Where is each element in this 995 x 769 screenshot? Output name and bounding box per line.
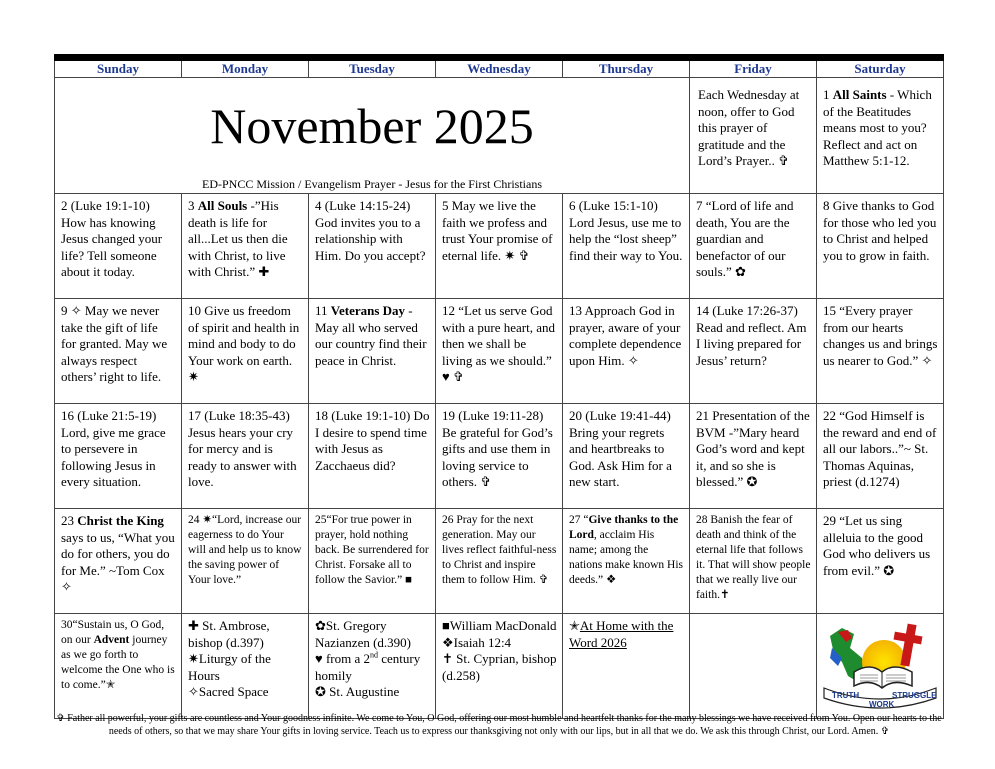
legend-item: ■William MacDonald xyxy=(442,618,557,633)
day-cell-26: 26 Pray for the next generation. May our lives reflect faithful-ness to Christ and inspire them to follow Him. ✞ xyxy=(436,509,563,614)
day-cell-8: 8 Give thanks to God for those who led you to Christ and helped you to grow in faith. xyxy=(817,194,944,299)
day-cell-21: 21 Presentation of the BVM -”Mary heard God’s word and kept it, and so she is blessed.” ✪ xyxy=(690,404,817,509)
day-cell-20: 20 (Luke 19:41-44) Bring your regrets and heartbreaks to God. Ask Him for a new start. xyxy=(563,404,690,509)
weekday-monday: Monday xyxy=(182,58,309,78)
day-cell-18: 18 (Luke 19:1-10) Do I desire to spend time with Jesus as Zacchaeus did? xyxy=(309,404,436,509)
calendar-grid xyxy=(54,54,944,719)
legend-item: ✧Sacred Space xyxy=(188,684,269,699)
week-row-4 xyxy=(55,404,944,509)
weekday-wednesday: Wednesday xyxy=(436,58,563,78)
feast-name: Give thanks to the Lord xyxy=(569,514,679,541)
week-row-6 xyxy=(55,614,944,719)
day-cell-9: 9 ✧ May we never take the gift of life for granted. May we always respect others’ right to life. xyxy=(55,299,182,404)
day-cell-6: 6 (Luke 15:1-10) Lord Jesus, use me to help the “lost sheep” find their way to You. xyxy=(563,194,690,299)
logo-cell xyxy=(817,614,944,719)
legend-item: ✿St. Gregory Nazianzen (d.390) xyxy=(315,618,412,650)
day-cell-25: 25“For true power in prayer, hold nothing back. Be surrendered for Christ. Forsake all to follow the Savior.” ■ xyxy=(309,509,436,614)
day-text: says to us, “What you do for others, you do for Me.” ~Tom Cox ✧ xyxy=(61,529,175,594)
legend-item: ✷Liturgy of the Hours xyxy=(188,651,271,683)
day-text: , acclaim His name; among the nations make known His deeds.” ❖ xyxy=(569,529,684,586)
day-cell-23 xyxy=(55,509,182,614)
pncc-logo xyxy=(820,618,940,710)
day-cell-2: 2 (Luke 19:1-10) How has knowing Jesus changed your life? Tell someone about it today. xyxy=(55,194,182,299)
legend-wednesday xyxy=(436,614,563,719)
day-cell-12: 12 “Let us serve God with a pure heart, and then we shall be living as we should.” ♥ ✞ xyxy=(436,299,563,404)
legend-text: ♥ from a 2 xyxy=(315,651,371,666)
day-cell-28: 28 Banish the fear of death and think of the eternal life that follows it. That will show people that we really live our faith.✝ xyxy=(690,509,817,614)
weekday-header-row xyxy=(55,58,944,78)
ordinal-suffix: nd xyxy=(370,650,379,660)
star-icon: ✭ xyxy=(569,618,580,633)
legend-item: ✚ St. Ambrose, bishop (d.397) xyxy=(188,618,270,650)
day-cell-10: 10 Give us freedom of spirit and health in mind and body to do Your work on earth. ✷ xyxy=(182,299,309,404)
legend-text: century homily xyxy=(315,651,421,683)
page-title: November 2025 xyxy=(210,98,534,154)
day-number: 27 “ xyxy=(569,514,589,526)
empty-cell xyxy=(690,614,817,719)
weekday-saturday: Saturday xyxy=(817,58,944,78)
day-number: 11 xyxy=(315,303,331,318)
day-cell-30 xyxy=(55,614,182,719)
day-text: - May all who served our country find their peace in Christ. xyxy=(315,303,427,368)
day-cell-19: 19 (Luke 19:11-28) Be grateful for God’s gifts and use them in loving service to others. ✞ xyxy=(436,404,563,509)
day-text: journey as we go forth to welcome the One who is to come.”✭ xyxy=(61,634,175,691)
legend-item: ❖Isaiah 12:4 xyxy=(442,634,512,650)
day-number: 3 xyxy=(188,198,198,213)
day-cell-5: 5 May we live the faith we profess and trust Your promise of eternal life. ✷ ✞ xyxy=(436,194,563,299)
feast-name: All Saints xyxy=(832,87,887,102)
logo-word-truth: TRUTH xyxy=(832,691,860,700)
feast-name: All Souls xyxy=(197,198,248,213)
legend-item: ✝ St. Cyprian, bishop (d.258) xyxy=(442,651,557,683)
weekday-sunday: Sunday xyxy=(55,58,182,78)
day-cell-1 xyxy=(817,78,944,194)
at-home-link-text: At Home with the Word 2026 xyxy=(569,618,674,650)
legend-tuesday xyxy=(309,614,436,719)
feast-name: Advent xyxy=(93,634,130,646)
week-row-2 xyxy=(55,194,944,299)
prayer-note-text: Each Wednesday at noon, offer to God this prayer of gratitude and the Lord’s Prayer.. ✞ xyxy=(698,87,800,168)
weekday-friday: Friday xyxy=(690,58,817,78)
day-text: -”His death is life for all...Let us then die with Christ, to live with Christ.” ✚ xyxy=(188,198,288,279)
day-number: 23 xyxy=(61,513,78,528)
feast-name: Christ the King xyxy=(77,513,164,528)
week-row-3 xyxy=(55,299,944,404)
day-cell-4: 4 (Luke 14:15-24) God invites you to a relationship with Him. Do you accept? xyxy=(309,194,436,299)
weekday-tuesday: Tuesday xyxy=(309,58,436,78)
day-cell-17: 17 (Luke 18:35-43) Jesus hears your cry for mercy and is ready to answer with love. xyxy=(182,404,309,509)
page-subtitle: ED-PNCC Mission / Evangelism Prayer - Jesus for the First Christians xyxy=(202,177,542,191)
logo-word-struggle: STRUGGLE xyxy=(892,691,937,700)
day-cell-29: 29 “Let us sing alleluia to the good God who delivers us from evil.” ✪ xyxy=(817,509,944,614)
at-home-cell xyxy=(563,614,690,719)
legend-item xyxy=(315,651,430,684)
friday-prayer-note xyxy=(690,78,817,194)
day-cell-22: 22 “God Himself is the reward and end of all our labors..”~ St. Thomas Aquinas, priest (d.1274) xyxy=(817,404,944,509)
day-text: 30“Sustain us, O God, on our xyxy=(61,619,165,646)
day-cell-15: 15 “Every prayer from our hearts changes us and brings us nearer to God.” ✧ xyxy=(817,299,944,404)
week-row-5 xyxy=(55,509,944,614)
day-cell-27 xyxy=(563,509,690,614)
legend-monday xyxy=(182,614,309,719)
feast-name: Veterans Day xyxy=(330,303,406,318)
day-cell-7: 7 “Lord of life and death, You are the guardian and benefactor of our souls.” ✿ xyxy=(690,194,817,299)
week-row-1 xyxy=(55,78,944,194)
day-text: - Which of the Beatitudes means most to you? Reflect and act on Matthew 5:1-12. xyxy=(823,87,932,168)
logo-word-work: WORK xyxy=(869,700,895,709)
day-cell-3 xyxy=(182,194,309,299)
footer-prayer: ✞ Father all powerful, your gifts are countless and Your goodness infinite. We come to You, O God, offering our most humble and heartfelt thanks for the many blessings we have received from You. Open our hearts to the needs of others, so that we may share Your gifts in loving service. Teach us to express our thanksgiving not only with our lips, but in all that we do. We ask this through Christ, our Lord. Amen. ✞ xyxy=(56,713,942,737)
day-cell-24: 24 ✷“Lord, increase our eagerness to do Your will and help us to know the saving power of Your love.” xyxy=(182,509,309,614)
day-cell-13: 13 Approach God in prayer, aware of your complete dependence upon Him. ✧ xyxy=(563,299,690,404)
legend-item: ✪ St. Augustine xyxy=(315,684,400,699)
day-number: 1 xyxy=(823,87,833,102)
day-cell-11 xyxy=(309,299,436,404)
day-cell-14: 14 (Luke 17:26-37) Read and reflect. Am I living prepared for Jesus’ return? xyxy=(690,299,817,404)
day-cell-16: 16 (Luke 21:5-19) Lord, give me grace to persevere in following Jesus in every situation. xyxy=(55,404,182,509)
title-cell xyxy=(55,78,690,194)
weekday-thursday: Thursday xyxy=(563,58,690,78)
motto-ribbon xyxy=(824,688,937,709)
